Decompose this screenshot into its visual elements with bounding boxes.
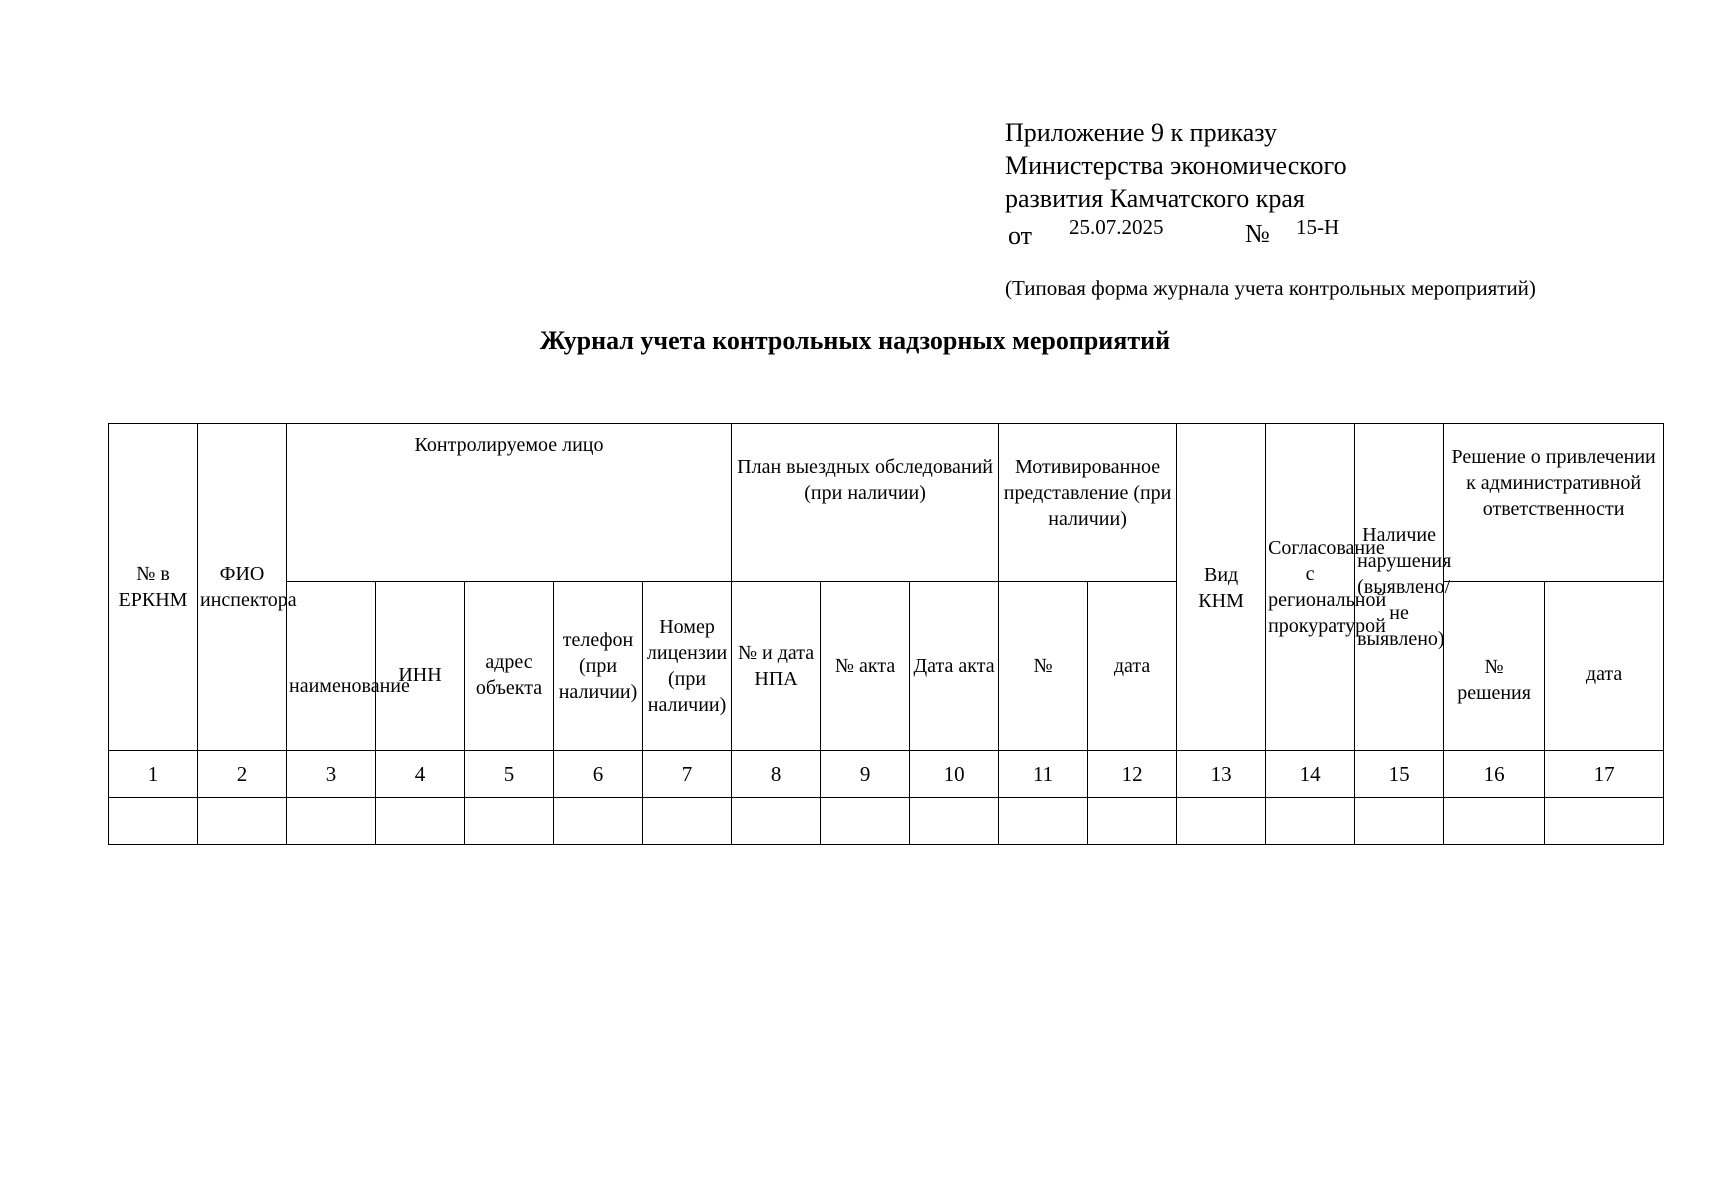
header-decision: Решение о привлечении к административной ответственности (1444, 424, 1664, 582)
approval-line-2: Министерства экономического (1005, 151, 1347, 180)
header-plan: План выездных обследований (при наличии) (732, 424, 999, 582)
empty-cell (554, 798, 643, 845)
empty-entry-row (109, 798, 1664, 845)
column-number: 3 (287, 751, 376, 798)
column-number: 16 (1444, 751, 1545, 798)
column-number: 2 (198, 751, 287, 798)
number-sign: № (1245, 219, 1270, 248)
header-violation: Наличие нарушения (выявлено/не выявлено) (1355, 424, 1444, 751)
empty-cell (465, 798, 554, 845)
column-number: 4 (376, 751, 465, 798)
header-decision-date: дата (1545, 582, 1664, 751)
header-act-date: Дата акта (910, 582, 999, 751)
empty-cell (821, 798, 910, 845)
header-npa: № и дата НПА (732, 582, 821, 751)
approval-line-3: развития Камчатского края (1005, 184, 1305, 213)
column-number: 8 (732, 751, 821, 798)
header-inn: ИНН (376, 582, 465, 751)
header-knm-type: Вид КНМ (1177, 424, 1266, 751)
order-number: 15-Н (1296, 215, 1340, 239)
column-number: 11 (999, 751, 1088, 798)
header-erknm: № в ЕРКНМ (109, 424, 198, 751)
order-date-row (1005, 215, 1347, 249)
date-from-label: от (1008, 221, 1033, 250)
column-number: 13 (1177, 751, 1266, 798)
document-title: Журнал учета контрольных надзорных мероприятий (539, 326, 1171, 355)
column-number: 12 (1088, 751, 1177, 798)
column-number: 5 (465, 751, 554, 798)
empty-cell (109, 798, 198, 845)
empty-cell (1545, 798, 1664, 845)
empty-cell (376, 798, 465, 845)
column-number: 17 (1545, 751, 1664, 798)
header-motivated-number: № (999, 582, 1088, 751)
empty-cell (732, 798, 821, 845)
header-inspector: ФИО инспектора (198, 424, 287, 751)
header-phone: телефон (при наличии) (554, 582, 643, 751)
column-number: 9 (821, 751, 910, 798)
form-type-note: (Типовая форма журнала учета контрольных мероприятий) (1005, 276, 1536, 300)
empty-cell (643, 798, 732, 845)
header-motivated: Мотивированное представление (при наличии) (999, 424, 1177, 582)
approval-block (1005, 116, 1347, 249)
column-number: 10 (910, 751, 999, 798)
header-license: Номер лицензии (при наличии) (643, 582, 732, 751)
header-act-number: № акта (821, 582, 910, 751)
approval-line-1: Приложение 9 к приказу (1005, 118, 1278, 147)
empty-cell (1177, 798, 1266, 845)
header-decision-number: № решения (1444, 582, 1545, 751)
header-name: наименование (287, 582, 376, 751)
journal-table (108, 423, 1664, 845)
empty-cell (910, 798, 999, 845)
header-row-1 (109, 424, 1664, 582)
header-controlled-person: Контролируемое лицо (287, 424, 732, 582)
column-number: 15 (1355, 751, 1444, 798)
empty-cell (1444, 798, 1545, 845)
empty-cell (287, 798, 376, 845)
empty-cell (1266, 798, 1355, 845)
column-number: 6 (554, 751, 643, 798)
column-number: 7 (643, 751, 732, 798)
empty-cell (198, 798, 287, 845)
empty-cell (999, 798, 1088, 845)
empty-cell (1088, 798, 1177, 845)
empty-cell (1355, 798, 1444, 845)
order-date: 25.07.2025 (1069, 215, 1164, 239)
header-address: адрес объекта (465, 582, 554, 751)
column-numbers-row (109, 751, 1664, 798)
header-motivated-date: дата (1088, 582, 1177, 751)
column-number: 14 (1266, 751, 1355, 798)
column-number: 1 (109, 751, 198, 798)
header-prosecutor: Согласование с региональной прокуратурой (1266, 424, 1355, 751)
